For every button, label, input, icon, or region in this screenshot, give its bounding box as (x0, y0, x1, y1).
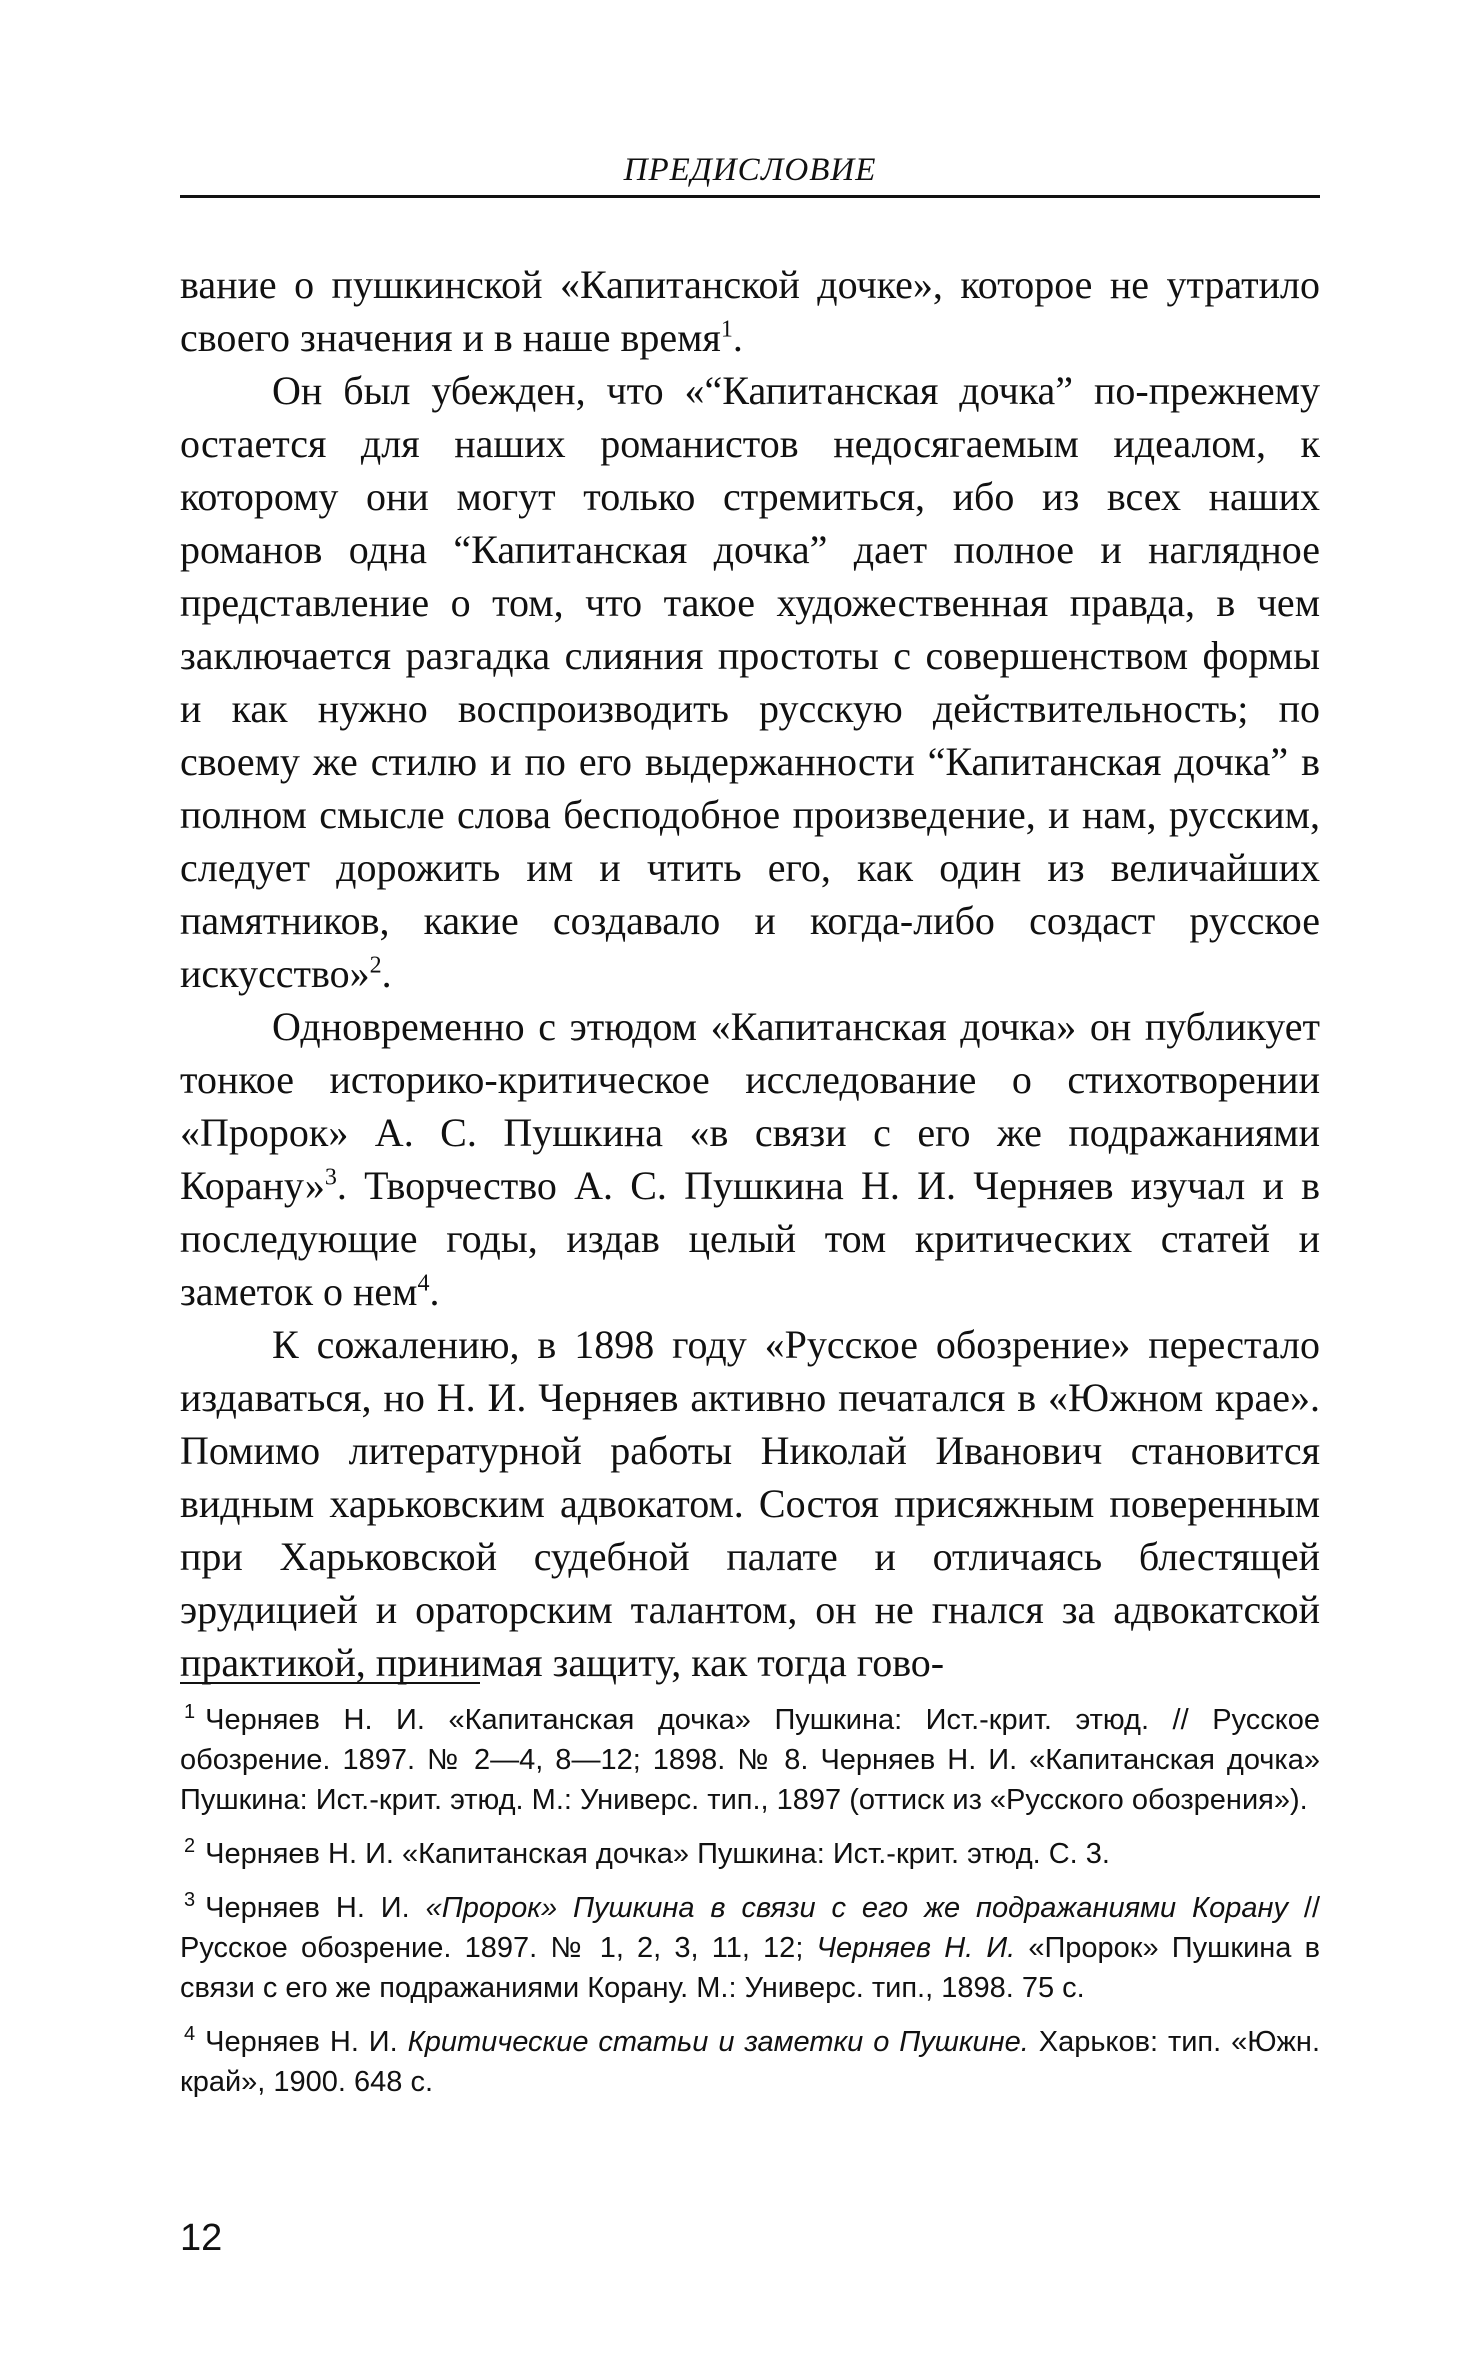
footnote-3 (180, 1888, 1320, 2008)
paragraph-2 (180, 364, 1320, 1000)
footnote-number: 4 (184, 2023, 196, 2046)
paragraph-3 (180, 1000, 1320, 1318)
footnote-number: 3 (184, 1889, 196, 1912)
main-text (180, 258, 1320, 1689)
paragraph-1 (180, 258, 1320, 364)
footnote-ref-2[interactable]: 2 (369, 952, 382, 979)
footnote-1 (180, 1700, 1320, 1820)
footnote-text: // Русское обозрение. 1897. № 1, 2, 3, 11, 12; (180, 1892, 1320, 1964)
footnote-text: Харьков: тип. «Южн. край», 1900. 648 с. (180, 2026, 1320, 2098)
paragraph-text: Он был убежден, что «“Капитанская дочка” по-прежнему остается для наших романистов недосягаемым идеалом, к которому они могут только стремиться, ибо из всех наших романов одна “Капитанская дочка” дает полное и наглядное представление о том, что такое художественная правда, в чем заключается разгадка слияния простоты с совершенством формы и как нужно воспроизводить русскую действительность; по своему же стилю и по его выдержанности “Капитанская дочка” в полном смысле слова бесподобное произведение, и нам, русским, следует дорожить им и чтить его, как один из величайших памятников, какие создавало и когда-либо создаст русское искусство» (180, 368, 1320, 996)
header-rule (180, 195, 1320, 198)
footnote-4 (180, 2022, 1320, 2102)
paragraph-4 (180, 1318, 1320, 1689)
footnote-italic-title: Критические статьи и заметки о Пушкине. (407, 2026, 1029, 2058)
paragraph-text: . (381, 951, 392, 996)
footnote-italic-author: Черняев Н. И. (816, 1932, 1016, 1964)
paragraph-text: . Творчество А. С. Пушкина Н. И. Черняев изучал и в последующие годы, издав целый том критических статей и заметок о нем (180, 1163, 1320, 1314)
footnote-2 (180, 1834, 1320, 1874)
footnote-text: Черняев Н. И. (205, 2026, 408, 2058)
footnote-text: Черняев Н. И. «Капитанская дочка» Пушкина: Ист.-крит. этюд. С. 3. (205, 1838, 1110, 1870)
footnote-ref-1[interactable]: 1 (720, 316, 733, 343)
footnote-italic-title: «Пророк» Пушкина в связи с его же подражаниями Корану (425, 1892, 1288, 1924)
footnote-text: Черняев Н. И. «Капитанская дочка» Пушкина: Ист.-крит. этюд. // Русское обозрение. 1897. № 2—4, 8—12; 1898. № 8. Черняев Н. И. «Капитанская дочка» Пушкина: Ист.-крит. этюд. М.: Универс. тип., 1897 (оттиск из «Русского обозрения»). (180, 1704, 1320, 1816)
footnote-number: 1 (184, 1701, 196, 1724)
footnote-ref-4[interactable]: 4 (417, 1270, 430, 1297)
page-number: 12 (180, 2217, 223, 2259)
paragraph-text: К сожалению, в 1898 году «Русское обозрение» перестало издаваться, но Н. И. Черняев активно печатался в «Южном крае». Помимо литературной работы Николай Иванович становится видным харьковским адвокатом. Состоя присяжным поверенным при Харьковской судебной палате и отличаясь блестящей эрудицией и ораторским талантом, он не гнался за адвокатской практикой, принимая защиту, как тогда гово- (180, 1322, 1320, 1685)
footnote-separator (180, 1682, 480, 1684)
paragraph-text: . (429, 1269, 440, 1314)
footnotes (180, 1700, 1320, 2116)
footnote-ref-3[interactable]: 3 (324, 1164, 337, 1191)
paragraph-text: . (732, 315, 743, 360)
paragraph-text: вание о пушкинской «Капитанской дочке», которое не утратило своего значения и в наше время (180, 262, 1320, 360)
footnote-number: 2 (184, 1835, 196, 1858)
paragraph-text: Одновременно с этюдом «Капитанская дочка» он публикует тонкое историко-критическое исследование о стихотворении «Пророк» А. С. Пушкина «в связи с его же подражаниями Корану» (180, 1004, 1320, 1208)
footnote-text: «Пророк» Пушкина в связи с его же подражаниями Корану. М.: Универс. тип., 1898. 75 с. (180, 1932, 1320, 2004)
running-head: ПРЕДИСЛОВИЕ (623, 152, 877, 188)
footnote-text: Черняев Н. И. (205, 1892, 426, 1924)
